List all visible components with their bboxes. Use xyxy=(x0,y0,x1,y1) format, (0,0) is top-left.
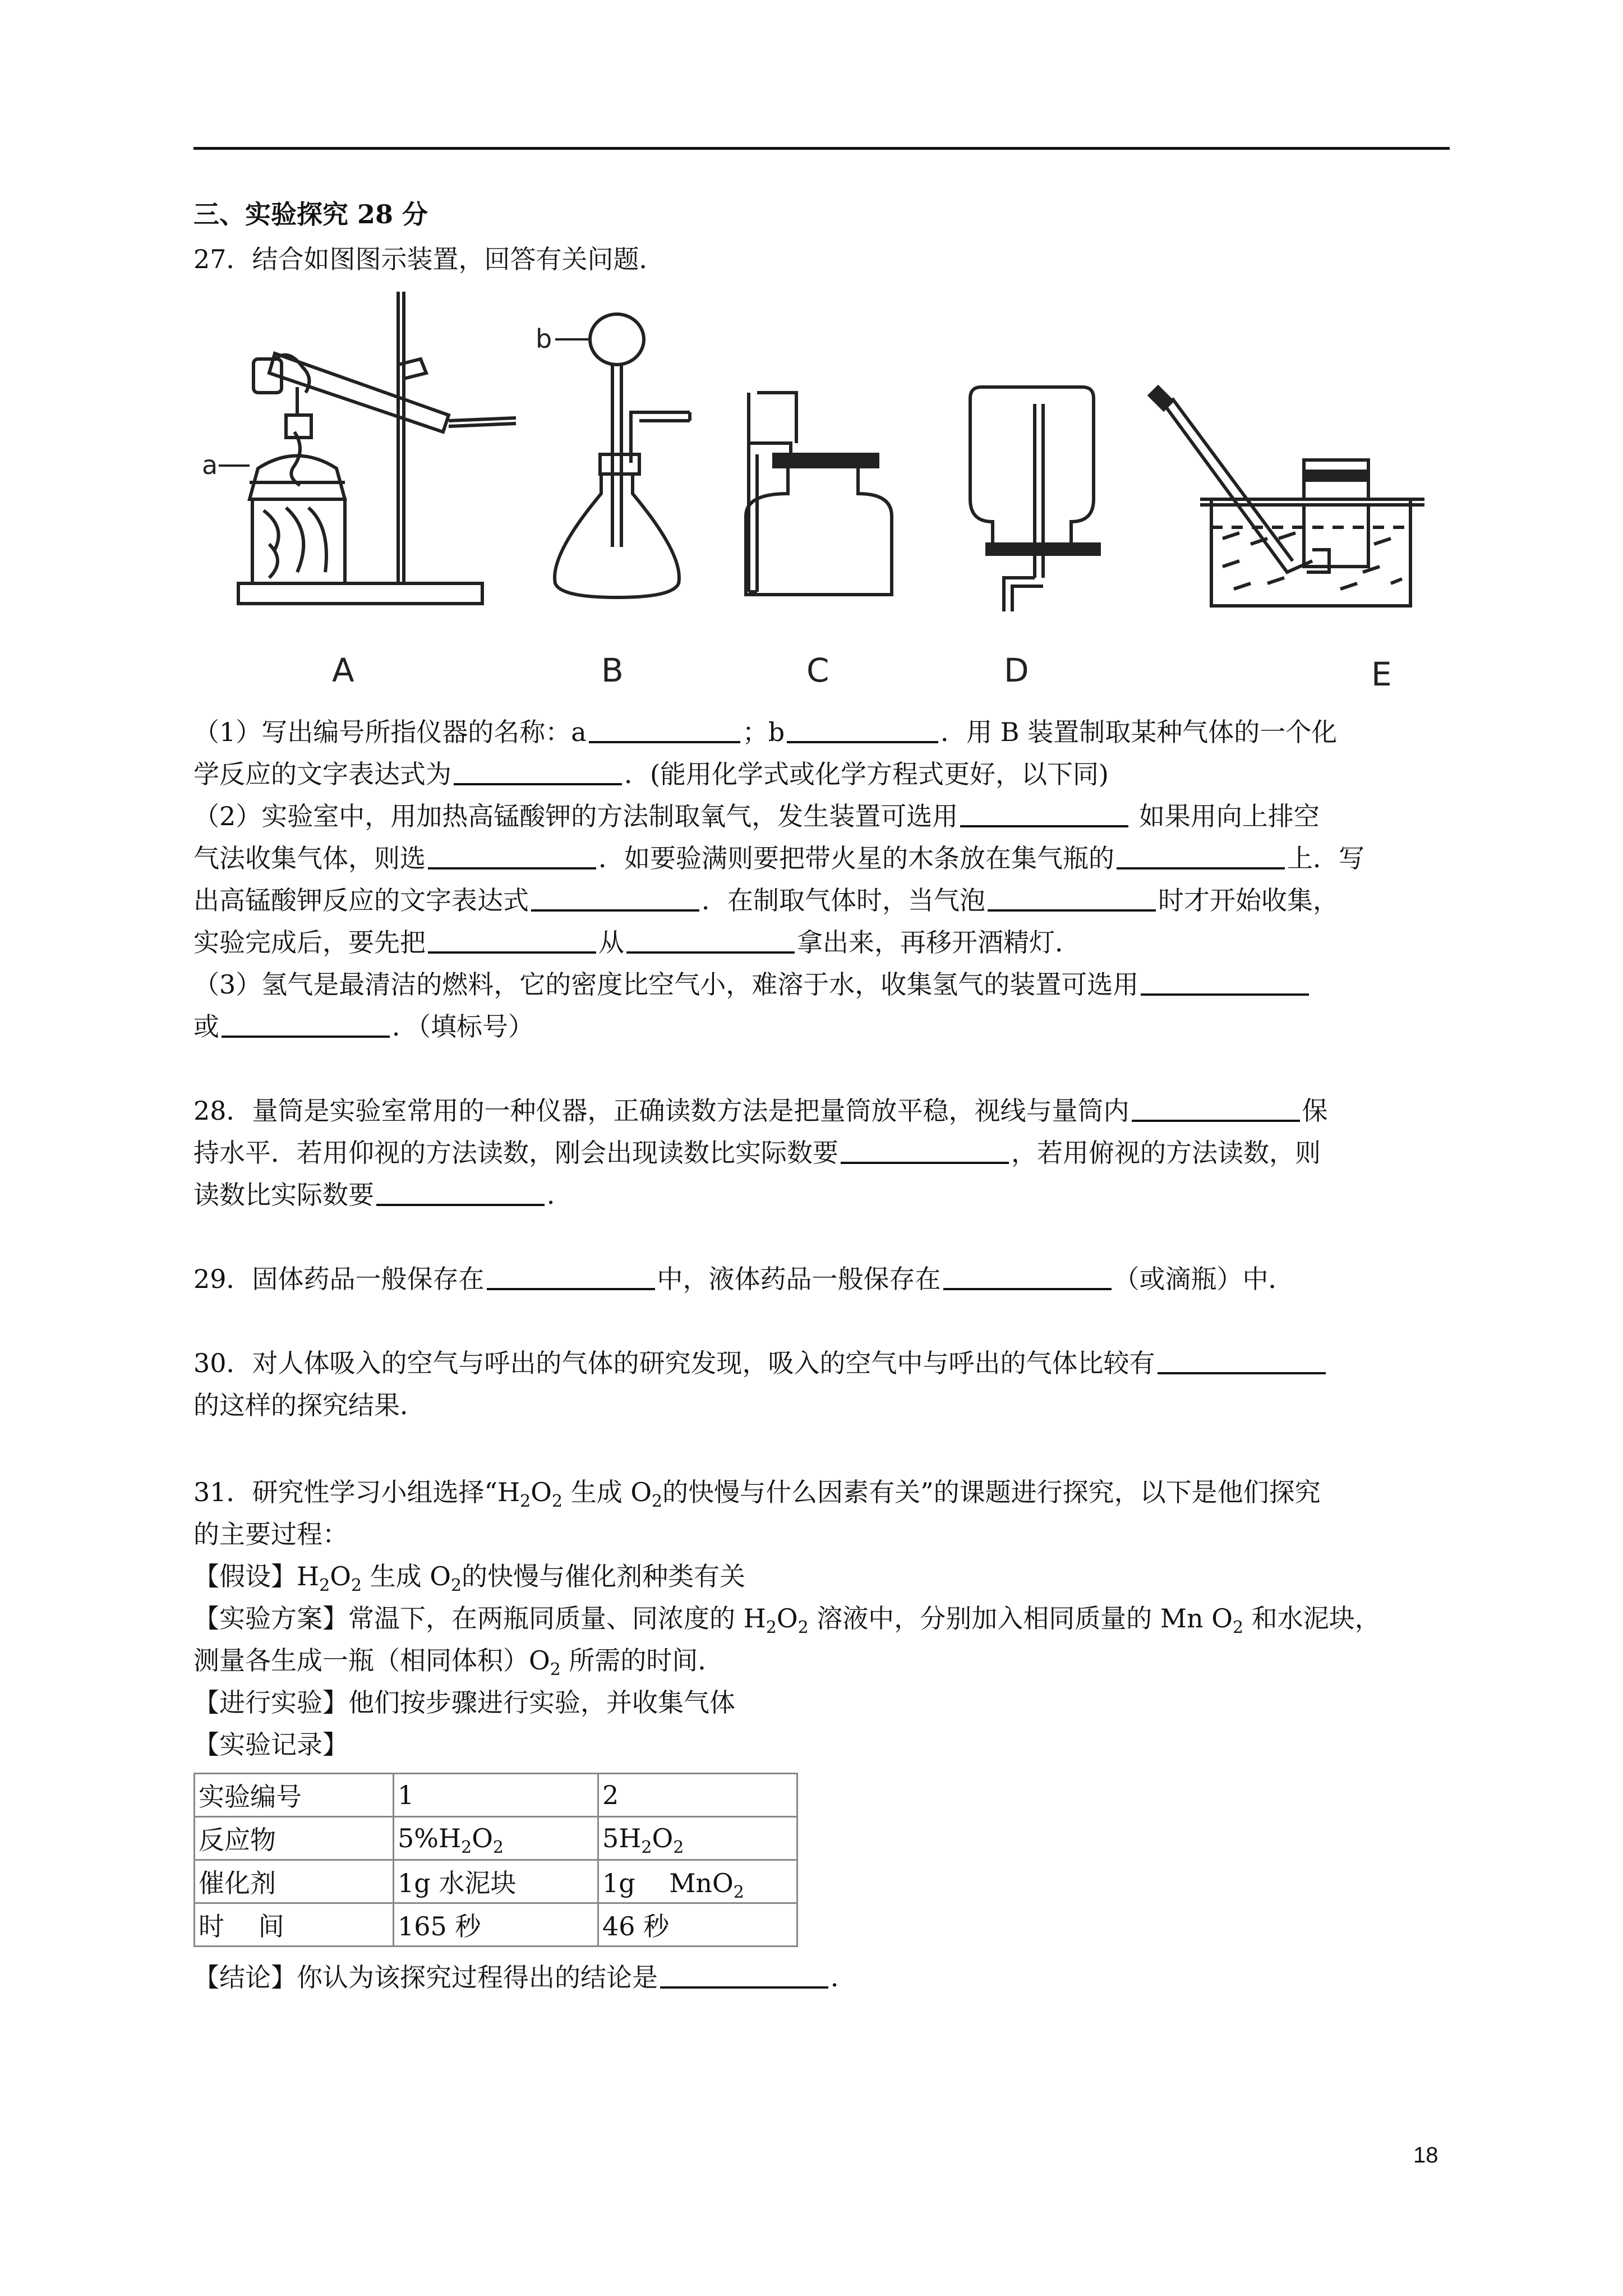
answer-blank[interactable] xyxy=(1132,1095,1300,1122)
q27-line-3: （2）实验室中，用加热高锰酸钾的方法制取氧气，发生装置可选用 如果用向上排空 xyxy=(193,801,1320,831)
answer-blank[interactable] xyxy=(660,1962,828,1989)
q31-hypothesis: 【假设】$H_2O_2$ 生成 $O_2$的快慢与催化剂种类有关 xyxy=(193,1561,746,1595)
apparatus-e xyxy=(1150,387,1424,606)
apparatus-d xyxy=(970,387,1099,611)
apparatus-c xyxy=(746,393,892,595)
table-row: 催化剂 1g 水泥块 1g MnO$_2$ xyxy=(195,1860,797,1903)
q27-line-7: （3）氢气是最清洁的燃料，它的密度比空气小，难溶于水，收集氢气的装置可选用 xyxy=(193,968,1311,1001)
q30-line-1: 30．对人体吸入的空气与呼出的气体的研究发现，吸入的空气中与呼出的气体比较有 xyxy=(193,1346,1328,1380)
apparatus-b xyxy=(555,314,690,597)
q31-plan-2: 测量各生成一瓶（相同体积）$O_2$ 所需的时间． xyxy=(193,1645,724,1680)
q27-line-8: 或 ．（填标号） xyxy=(193,1011,534,1042)
page-number: 18 xyxy=(1413,2143,1438,2168)
q28-line-2: 持水平．若用仰视的方法读数，刚会出现读数比实际数要 ，若用俯视的方法读数，则 xyxy=(193,1138,1321,1168)
label-C: C xyxy=(806,651,829,689)
q31-record-heading: 【实验记录】 xyxy=(193,1729,348,1760)
answer-blank[interactable] xyxy=(1117,843,1285,869)
apparatus-a xyxy=(219,292,516,604)
q31-line-2: 的主要过程： xyxy=(193,1519,348,1549)
q27-line-4: 气法收集气体，则选 ．如要验满则要把带火星的木条放在集气瓶的 上．写 xyxy=(193,843,1364,873)
answer-blank[interactable] xyxy=(589,716,740,743)
q27-line-2: 学反应的文字表达式为 ．(能用化学式或化学方程式更好，以下同) xyxy=(193,759,1109,789)
answer-blank[interactable] xyxy=(841,1137,1009,1164)
label-a: a xyxy=(202,450,218,480)
label-D: D xyxy=(1004,651,1029,689)
table-row: 实验编号 1 2 xyxy=(195,1774,797,1817)
label-A: A xyxy=(332,651,354,689)
label-E: E xyxy=(1371,655,1392,693)
answer-blank[interactable] xyxy=(1141,969,1309,996)
q31-line-1: 31．研究性学习小组选择“$H_2O_2$ 生成 $O_2$的快慢与什么因素有关”的课题进行探究，以下是他们探究 xyxy=(193,1477,1321,1511)
answer-blank[interactable] xyxy=(428,843,596,869)
answer-blank[interactable] xyxy=(988,885,1156,912)
label-B: B xyxy=(601,651,624,689)
q30-line-2: 的这样的探究结果． xyxy=(193,1390,426,1420)
q28-line-1: 28．量筒是实验室常用的一种仪器，正确读数方法是把量筒放平稳，视线与量筒内 保 xyxy=(193,1096,1328,1126)
q27-line-1: （1）写出编号所指仪器的名称：a ；b ．用 B 装置制取某种气体的一个化 xyxy=(193,717,1338,747)
answer-blank[interactable] xyxy=(531,885,699,912)
table-row: 反应物 $5\%H_2O_2$ $5H_2O_2$ xyxy=(195,1817,797,1860)
answer-blank[interactable] xyxy=(222,1011,390,1038)
answer-blank[interactable] xyxy=(943,1263,1112,1290)
answer-blank[interactable] xyxy=(487,1263,655,1290)
q27-stem: 27．结合如图图示装置，回答有关问题． xyxy=(193,244,665,274)
answer-blank[interactable] xyxy=(1158,1347,1326,1374)
answer-blank[interactable] xyxy=(454,758,622,785)
section-title: 三、实验探究 28 分 xyxy=(193,199,428,229)
label-b: b xyxy=(536,324,552,354)
apparatus-figure xyxy=(185,280,1447,707)
answer-blank[interactable] xyxy=(960,800,1128,827)
q27-line-6: 实验完成后，要先把 从 拿出来，再移开酒精灯． xyxy=(193,927,1081,958)
q31-conclusion: 【结论】你认为该探究过程得出的结论是 ． xyxy=(193,1962,856,1993)
header-rule xyxy=(193,147,1450,150)
answer-blank[interactable] xyxy=(626,927,795,954)
q29-line: 29．固体药品一般保存在 中，液体药品一般保存在 （或滴瓶）中． xyxy=(193,1264,1294,1294)
q28-line-3: 读数比实际数要 ． xyxy=(193,1180,573,1210)
answer-blank[interactable] xyxy=(376,1179,545,1206)
table-row: 时 间 165 秒 46 秒 xyxy=(195,1903,797,1947)
q31-conduct: 【进行实验】他们按步骤进行实验，并收集气体 xyxy=(193,1687,735,1718)
q31-plan-1: 【实验方案】常温下，在两瓶同质量、同浓度的 $H_2O_2$ 溶液中，分别加入相同质量的 Mn $O_2$ 和水泥块， xyxy=(193,1603,1381,1637)
answer-blank[interactable] xyxy=(787,716,938,743)
answer-blank[interactable] xyxy=(428,927,596,954)
experiment-record-table xyxy=(193,1773,798,1947)
q27-line-5: 出高锰酸钾反应的文字表达式 ．在制取气体时，当气泡 时才开始收集， xyxy=(193,885,1339,915)
